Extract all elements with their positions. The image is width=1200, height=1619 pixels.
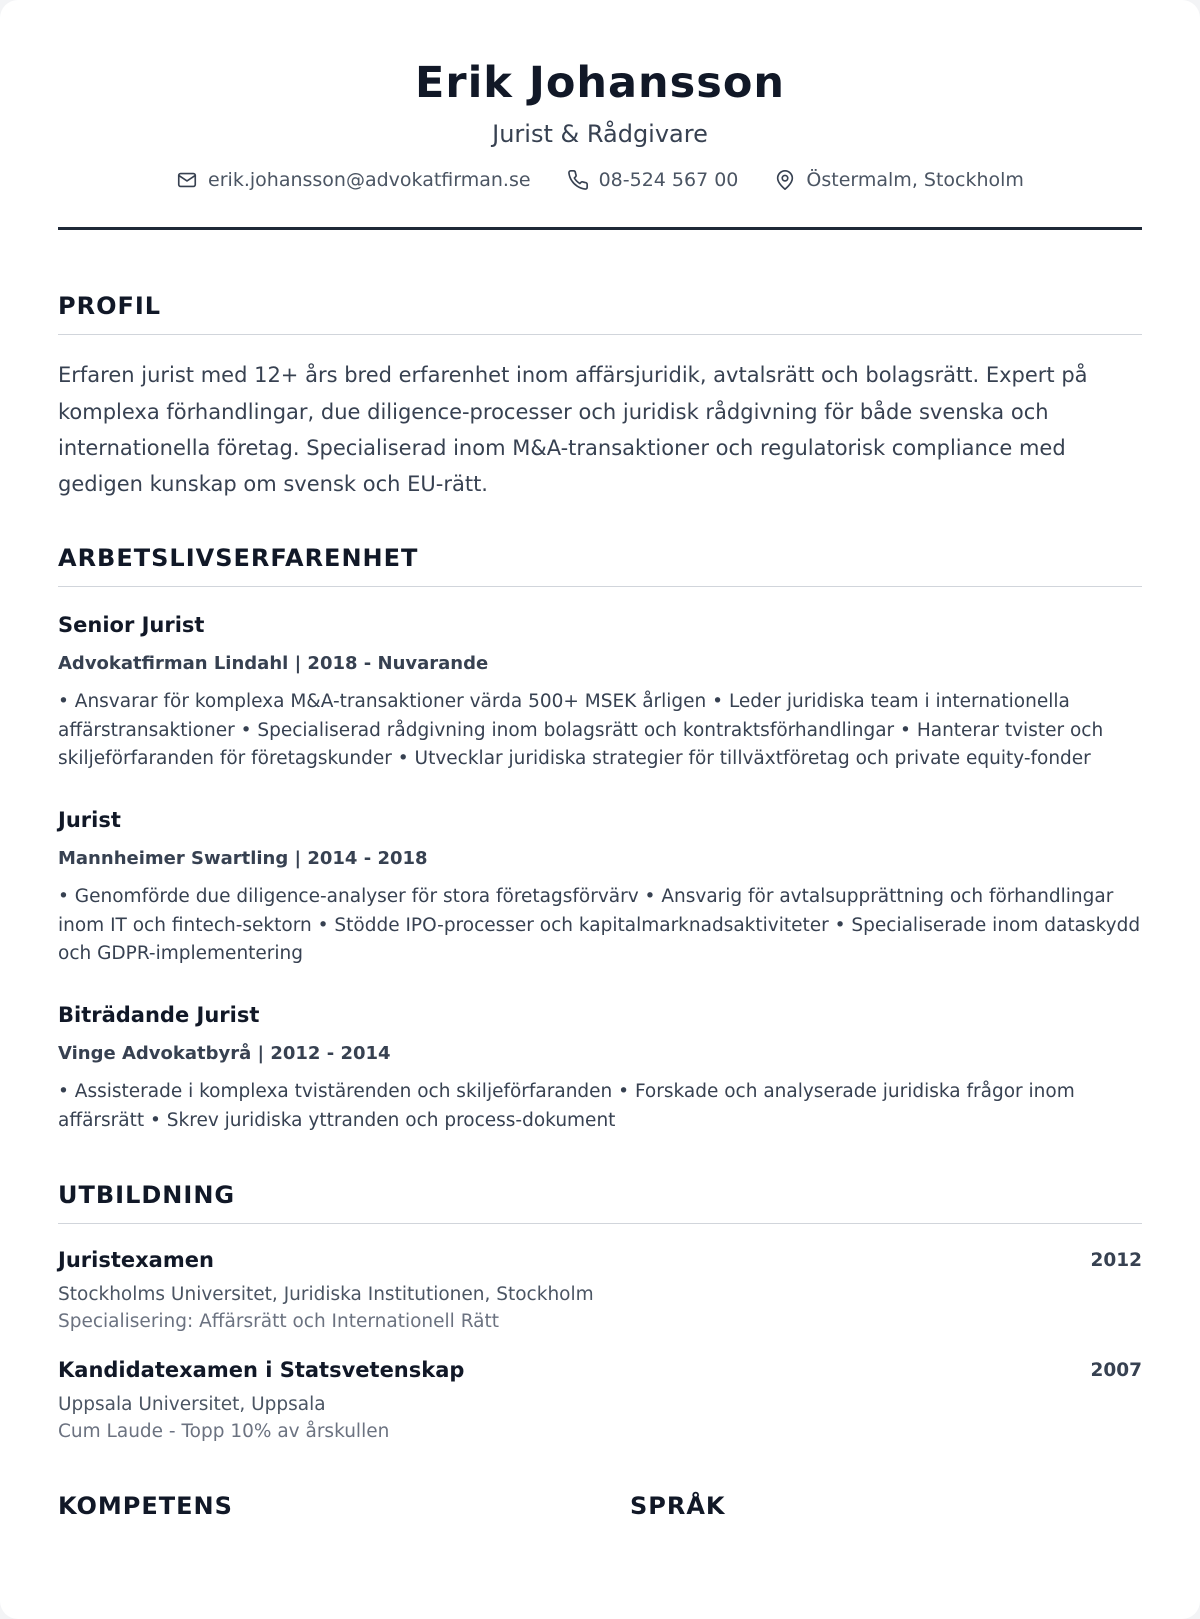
contact-location bbox=[774, 169, 1024, 191]
skills-languages-row bbox=[58, 1492, 1142, 1534]
skills-heading: KOMPETENS bbox=[58, 1492, 233, 1521]
job-description: • Ansvarar för komplexa M&A-transaktioner värda 500+ MSEK årligen • Leder juridiska team i internationella affärstransaktioner • Specialiserad rådgivning inom bolagsrätt och kontraktsförhandlingar • Hanterar tvister och skiljeförfaranden för företagskunder • Utvecklar juridiska strategier för tillväxtföretag och private equity-fonder bbox=[58, 690, 1104, 770]
education-details bbox=[58, 1358, 464, 1442]
job-entry bbox=[58, 613, 1142, 774]
languages-heading: SPRÅK bbox=[630, 1492, 726, 1521]
profile-heading: PROFIL bbox=[58, 292, 1142, 335]
education-degree: Kandidatexamen i Statsvetenskap bbox=[58, 1358, 465, 1383]
job-description: • Genomförde due diligence-analyser för stora företagsförvärv • Ansvarig för avtalsupprättning och förhandlingar inom IT och fintech-sektorn • Stödde IPO-processer och kapitalmarknadsaktiviteter • Specialiserade inom dataskydd och GDPR-implementering bbox=[58, 885, 1141, 965]
education-note: Cum Laude - Topp 10% av årskullen bbox=[58, 1421, 390, 1443]
contact-phone[interactable] bbox=[567, 169, 739, 191]
job-company-period: Vinge Advokatbyrå | 2012 - 2014 bbox=[58, 1042, 391, 1064]
job-company-period: Mannheimer Swartling | 2014 - 2018 bbox=[58, 847, 428, 869]
job-role: Senior Jurist bbox=[58, 612, 205, 637]
education-year: 2007 bbox=[1090, 1360, 1142, 1382]
education-details bbox=[58, 1248, 594, 1332]
job-entry bbox=[58, 1003, 1142, 1135]
education-entry bbox=[58, 1248, 1142, 1332]
profile-text: Erfaren jurist med 12+ års bred erfarenhet inom affärsjuridik, avtalsrätt och bolagsrätt. Expert på komplexa förhandlingar, due diligence-processer och juridisk rådgivning för både svenska och internationella företag. Specialiserad inom M&A-transaktioner och regulatorisk compliance med gedigen kunskap om svensk och EU-rätt. bbox=[58, 363, 1088, 496]
phone-icon bbox=[567, 169, 589, 191]
job-company-period: Advokatfirman Lindahl | 2018 - Nuvarande bbox=[58, 652, 489, 674]
contact-email[interactable] bbox=[176, 169, 531, 191]
education-note: Specialisering: Affärsrätt och Internationell Rätt bbox=[58, 1311, 499, 1333]
experience-heading: ARBETSLIVSERFARENHET bbox=[58, 544, 1142, 587]
job-role: Biträdande Jurist bbox=[58, 1002, 260, 1027]
header-divider bbox=[58, 227, 1142, 230]
languages-section bbox=[630, 1492, 1142, 1534]
location-text: Östermalm, Stockholm bbox=[806, 169, 1024, 192]
phone-text: 08-524 567 00 bbox=[598, 169, 739, 192]
education-heading: UTBILDNING bbox=[58, 1181, 1142, 1224]
job-entry bbox=[58, 808, 1142, 969]
profile-section bbox=[58, 292, 1142, 501]
education-school: Stockholms Universitet, Juridiska Institutionen, Stockholm bbox=[58, 1284, 594, 1306]
job-role: Jurist bbox=[58, 807, 121, 832]
candidate-title: Jurist & Rådgivare bbox=[492, 119, 708, 148]
education-section bbox=[58, 1181, 1142, 1442]
contact-row bbox=[58, 169, 1142, 191]
job-description: • Assisterade i komplexa tvistärenden och skiljeförfaranden • Forskade och analyserade juridiska frågor inom affärsrätt • Skrev juridiska yttranden och process-dokument bbox=[58, 1080, 1075, 1131]
education-entry bbox=[58, 1358, 1142, 1442]
email-text: erik.johansson@advokatfirman.se bbox=[208, 169, 531, 192]
skills-section bbox=[58, 1492, 570, 1534]
mail-icon bbox=[176, 169, 198, 191]
experience-section bbox=[58, 544, 1142, 1135]
candidate-name: Erik Johansson bbox=[414, 58, 785, 108]
resume-header bbox=[58, 56, 1142, 230]
location-pin-icon bbox=[774, 169, 796, 191]
education-year: 2012 bbox=[1090, 1250, 1142, 1272]
education-school: Uppsala Universitet, Uppsala bbox=[58, 1394, 326, 1416]
education-degree: Juristexamen bbox=[58, 1248, 214, 1273]
